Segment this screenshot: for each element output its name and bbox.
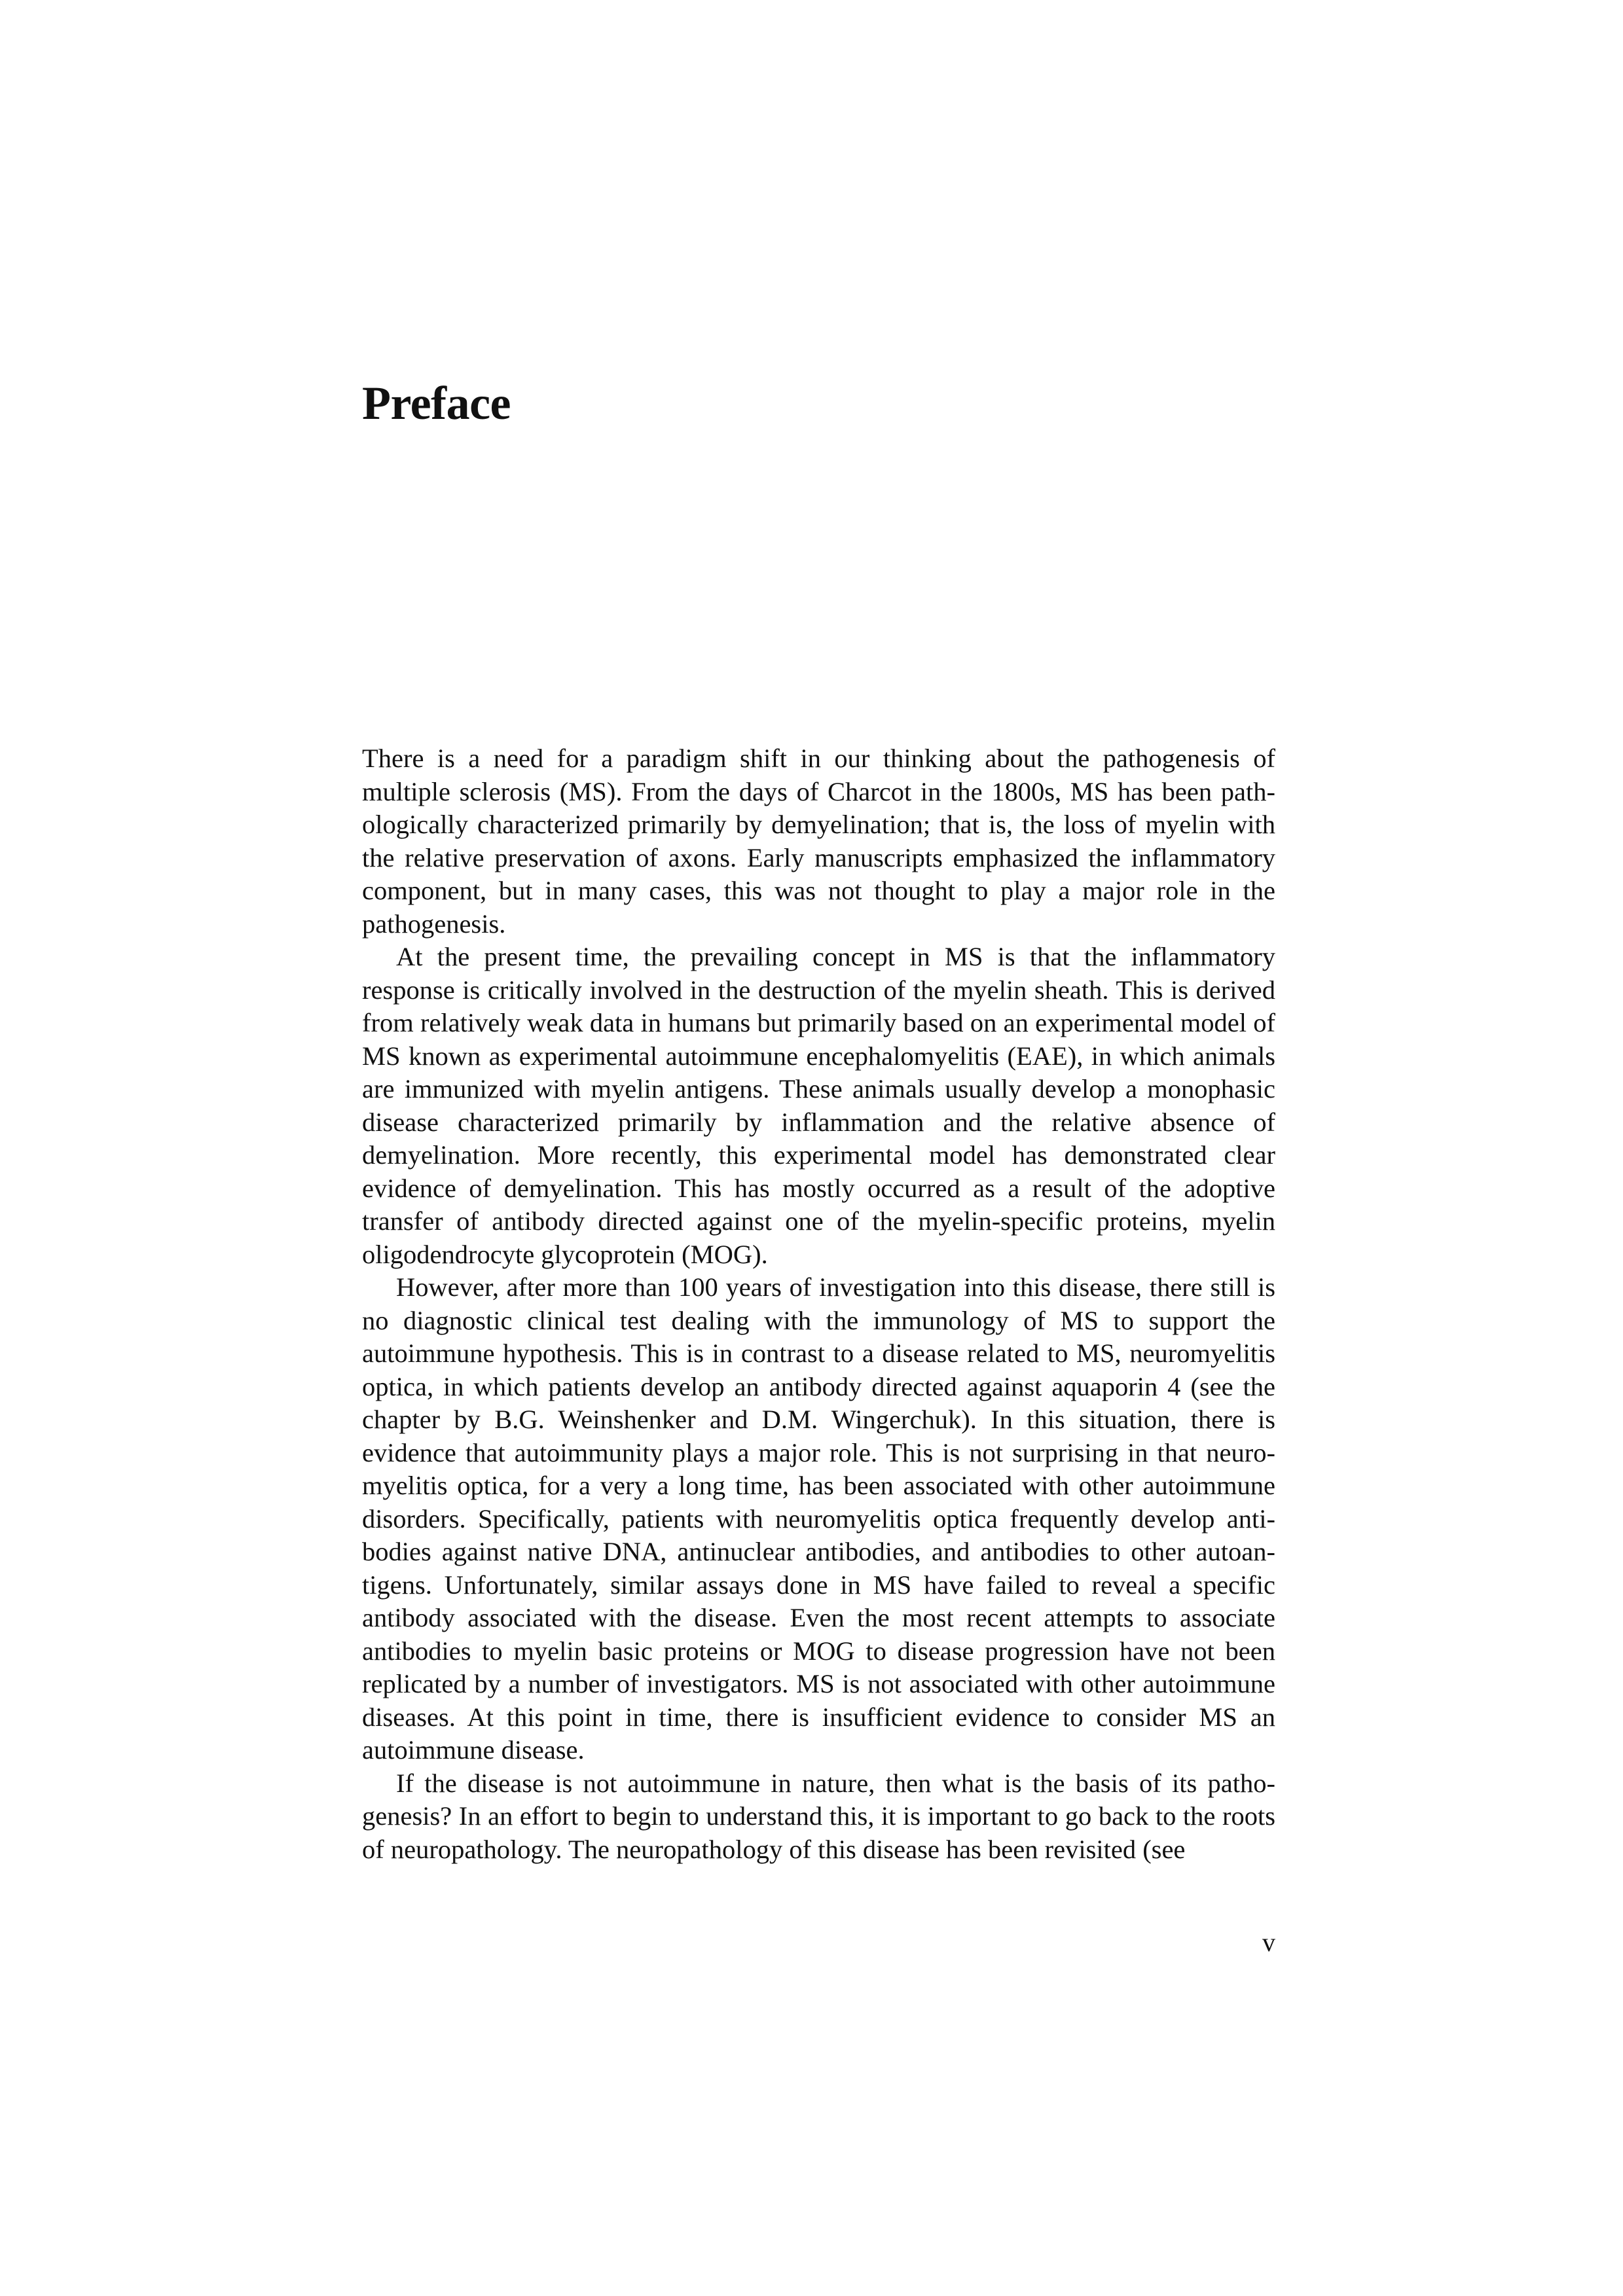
paragraph-3: However, after more than 100 years of investigation into this disease, there still is no diagnostic clinical test dealing with the immunology of MS to support the autoimmune hypothesis. This is in contrast to a disease related to MS, neuromyelitis optica, in which patients develop an antibody directed against aquaporin 4 (see the chapter by B.G. Weinshenker and D.M. Wingerchuk). In this situation, there is evidence that autoimmunity plays a major role. This is not surprising in that neuromyelitis optica, for a very a long time, has been associated with other autoimmune disorders. Specifically, patients with neuromyelitis optica frequently develop antibodies against native DNA, antinuclear antibodies, and antibodies to other autoantigens. Unfortunately, similar assays done in MS have failed to reveal a specific antibody associated with the disease. Even the most recent attempts to associate antibodies to myelin basic proteins or MOG to disease progression have not been replicated by a number of investigators. MS is not associated with other autoimmune diseases. At this point in time, there is insufficient evidence to consider MS an autoimmune disease. [362,1272,1275,1765]
paragraph-4: If the disease is not autoimmune in nature, then what is the basis of its pathogenesis? In an effort to begin to understand this, it is important to go back to the roots of neuropathology. The neuropathology of this disease has been revisited (see [362,1768,1275,1864]
page-number: v [1262,1928,1275,1957]
paragraph-2: At the present time, the prevailing concept in MS is that the inflammatory response is critically involved in the destruction of the myelin sheath. This is derived from relatively weak data in humans but primarily based on an experimental model of MS known as experimental autoimmune encephalomyelitis (EAE), in which animals are immunized with myelin antigens. These animals usually develop a monophasic disease characterized primarily by inflammation and the relative absence of demyelination. More recently, this experimental model has demonstrated clear evidence of demyelination. This has mostly occurred as a result of the adoptive transfer of antibody directed against one of the myelin-specific proteins, myelin oligodendrocyte glycoprotein (MOG). [362,942,1275,1269]
page-title: Preface [362,377,511,429]
preface-body [362,742,1275,1866]
paragraph-1: There is a need for a paradigm shift in our thinking about the pathogenesis of multiple sclerosis (MS). From the days of Charcot in the 1800s, MS has been pathologically characterized primarily by demyelination; that is, the loss of myelin with the relative preservation of axons. Early manuscripts emphasized the inflammatory component, but in many cases, this was not thought to play a major role in the pathogenesis. [362,744,1275,939]
